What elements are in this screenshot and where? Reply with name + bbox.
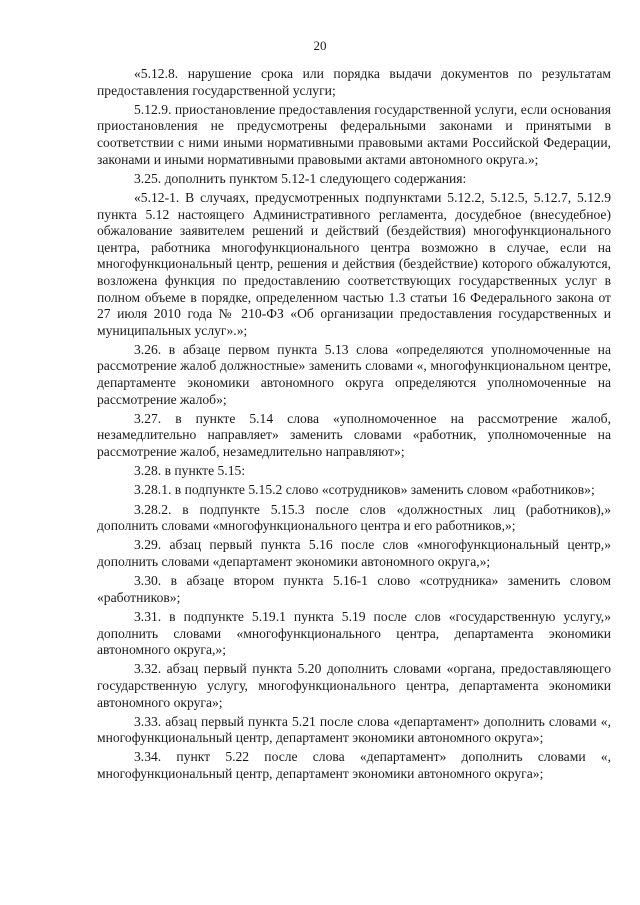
paragraph: 3.31. в подпункте 5.19.1 пункта 5.19 после слов «государственную услугу,» дополнить словами «многофункционального центра, департамента экономики автономного округа,»; <box>97 608 611 658</box>
paragraph: 3.29. абзац первый пункта 5.16 после слов «многофункциональный центр,» дополнить словами «департамент экономики автономного округа,»; <box>97 537 611 569</box>
paragraph: 3.30. в абзаце втором пункта 5.16-1 слово «сотрудника» заменить словом «работников»; <box>97 573 611 605</box>
paragraph: 3.28.2. в подпункте 5.15.3 после слов «должностных лиц (работников),» дополнить словами «многофункционального центра и его работников,»; <box>97 501 611 534</box>
paragraph: 3.25. дополнить пунктом 5.12-1 следующего содержания: <box>134 170 467 186</box>
paragraph: 3.28.1. в подпункте 5.15.2 слово «сотрудников» заменить словом «работников»; <box>134 482 595 498</box>
paragraph: «5.12-1. В случаях, предусмотренных подпунктами 5.12.2, 5.12.5, 5.12.7, 5.12.9 пункта 5.12 настоящего Административного регламента, досудебное (внесудебное) обжалование заявителем решений и действий (бездействия) многофункционального центра, работника многофункционального центра возможно в случае, если на многофункциональный центр, решения и действия (бездействие) которого обжалуются, возложена функция по предоставлению соответствующих государственных услуг в полном объеме в порядке, определенном частью 1.3 статьи 16 Федерального закона от 27 июля 2010 года № 210-ФЗ «Об организации предоставления государственных и муниципальных услуг».»; <box>97 189 611 338</box>
paragraph: «5.12.8. нарушение срока или порядка выдачи документов по результатам предоставления государственной услуги; <box>97 66 611 98</box>
paragraph: 5.12.9. приостановление предоставления государственной услуги, если основания приостановления не предусмотрены федеральными законами и принятыми в соответствии с ними иными нормативными правовыми актами Российской Федерации, законами и иными нормативными правовыми актами автономного округа.»; <box>97 101 611 167</box>
document-body <box>97 66 611 785</box>
paragraph: 3.28. в пункте 5.15: <box>134 463 246 479</box>
paragraph: 3.34. пункт 5.22 после слова «департамент» дополнить словами «, многофункциональный центр, департамент экономики автономного округа»; <box>97 749 611 782</box>
paragraph: 3.27. в пункте 5.14 слова «уполномоченное на рассмотрение жалоб, незамедлительно направляет» заменить словами «работник, уполномоченные на рассмотрение жалоб, незамедлительно направляют»; <box>97 410 611 460</box>
paragraph: 3.33. абзац первый пункта 5.21 после слова «департамент» дополнить словами «, многофункциональный центр, департамент экономики автономного округа»; <box>97 713 611 746</box>
page-number: 20 <box>313 38 327 53</box>
paragraph: 3.32. абзац первый пункта 5.20 дополнить словами «органа, предоставляющего государственную услугу, многофункционального центра, департамента экономики автономного округа»; <box>97 661 611 710</box>
paragraph: 3.26. в абзаце первом пункта 5.13 слова «определяются уполномоченные на рассмотрение жалоб должностные» заменить словами «, многофункциональном центре, департаменте экономики автономного округа определяются уполномоченные на рассмотрение жалоб»; <box>97 341 611 407</box>
